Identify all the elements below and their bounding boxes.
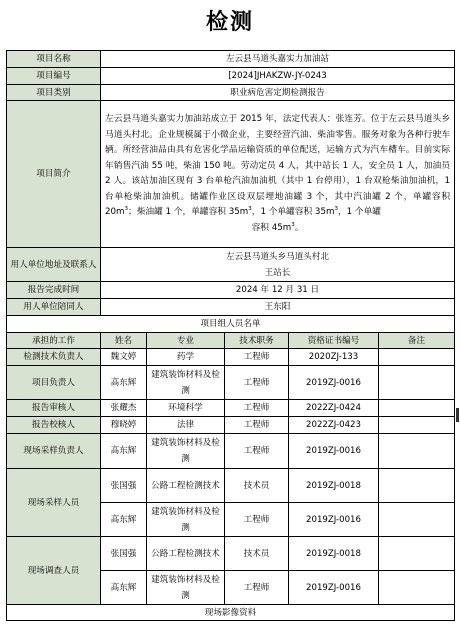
scroll-marker: [456, 408, 459, 422]
intro-sup: 3: [124, 206, 129, 212]
report-date-label: 报告完成时间: [7, 282, 101, 299]
team-cert: 2022ZJ-0424: [289, 400, 379, 417]
intro-text: ；柴油罐 1 个，单罐容积 35m: [128, 207, 249, 217]
team-header-cell: 姓名: [101, 333, 147, 349]
team-name: 魏文婷: [101, 349, 147, 366]
team-major: 建筑装饰材料及检测: [147, 503, 225, 537]
table-row: [7, 400, 455, 417]
team-header-cell: 技术职务: [225, 333, 289, 349]
team-name: 张耀杰: [101, 400, 147, 417]
team-header-cell: 承担的工作: [7, 333, 101, 349]
team-role: 报告校核人: [7, 417, 101, 434]
team-major: 药学: [147, 349, 225, 366]
escort-label: 用人单位陪同人: [7, 299, 101, 316]
team-cert: 2019ZJ-0018: [289, 537, 379, 571]
team-title: 工程师: [225, 400, 289, 417]
team-name: 张国强: [101, 469, 147, 503]
project-type-label: 项目类别: [7, 85, 101, 101]
table-row: [7, 366, 455, 400]
project-name-value: 左云县马道头嘉实力加油站: [101, 51, 455, 68]
team-title: 工程师: [225, 349, 289, 366]
intro-sup: 3: [334, 206, 338, 212]
team-name: 高东辉: [101, 366, 147, 400]
team-cert: 2019ZJ-0016: [289, 571, 379, 605]
intro-text: 左云县马道头嘉实力加油站成立于 2015 年，法定代表人：张连芳。位于左云县马道头乡马道头村北。企业规模属于小微企业，主要经营汽油、柴油零售。服务对象为各种行驶车辆。所经营油品由具有危害化学品运输资质的单位配送，运输方式为汽车槽车。目前实际年销售汽油 55 吨，柴油 150 吨。劳动定员 4 人，其中站长 1 人，安全员 1 人，加油员 2 人。该站加油区现有 3 台单枪汽油加油机（其中 1 台停用），1 台双枪柴油加油机，1 台单枪柴油加油机。储罐作业区设双层埋地油罐 3 个，其中汽油罐 2 个，单罐容积 20m: [105, 114, 451, 217]
team-major: 建筑装饰材料及检测: [147, 571, 225, 605]
table-row: [7, 469, 455, 503]
table-row: [7, 434, 455, 469]
team-major: 公路工程检测技术: [147, 469, 225, 503]
team-title: 技术员: [225, 537, 289, 571]
project-intro-label: 项目简介: [7, 101, 101, 248]
project-code-label: 项目编号: [7, 68, 101, 85]
team-cert: 2019ZJ-0016: [289, 503, 379, 537]
team-header-cell: 备注: [379, 333, 455, 349]
team-title: 工程师: [225, 503, 289, 537]
team-name: 穆晓婷: [101, 417, 147, 434]
team-note: [379, 417, 455, 434]
intro-text: ，1 个单罐: [337, 207, 381, 217]
team-cert: 2020ZJ-133: [289, 349, 379, 366]
team-major: 建筑装饰材料及检测: [147, 366, 225, 400]
escort-value: 王东阳: [101, 299, 455, 316]
address-value: [101, 248, 455, 282]
team-title: 工程师: [225, 571, 289, 605]
team-name: 高东辉: [101, 434, 147, 469]
team-cert: 2019ZJ-0016: [289, 366, 379, 400]
team-role: 检测技术负责人: [7, 349, 101, 366]
team-title: 工程师: [225, 417, 289, 434]
team-note: [379, 503, 455, 537]
team-title: 技术员: [225, 469, 289, 503]
team-note: [379, 400, 455, 417]
team-major: 公路工程检测技术: [147, 537, 225, 571]
project-intro-value: [101, 101, 455, 248]
team-name: 张国强: [101, 537, 147, 571]
team-header-cell: 专业: [147, 333, 225, 349]
team-major: 建筑装饰材料及检测: [147, 434, 225, 469]
table-row: [7, 537, 455, 571]
project-name-label: 项目名称: [7, 51, 101, 68]
address-text: 左云县马道头乡马道头村北: [225, 251, 330, 262]
team-cert: 2022ZJ-0423: [289, 417, 379, 434]
team-role: 现场采样负责人: [7, 434, 101, 469]
project-code-value: [2024]JHAKZW-JY-0243: [101, 68, 455, 85]
page-title: 检测: [205, 9, 254, 35]
team-header-cell: 资格证书编号: [289, 333, 379, 349]
team-note: [379, 349, 455, 366]
team-note: [379, 469, 455, 503]
report-date-value: 2024 年 12 月 31 日: [101, 282, 455, 299]
project-type-value: 职业病危害定期检测报告: [101, 85, 455, 101]
footer-section-title: 现场影像资料: [7, 605, 455, 621]
team-major: 法律: [147, 417, 225, 434]
team-section-title: 项目组人员名单: [7, 316, 455, 333]
team-role: 项目负责人: [7, 366, 101, 400]
team-role: 现场调查人员: [7, 537, 101, 605]
team-name: 高东辉: [101, 503, 147, 537]
team-name: 高东辉: [101, 571, 147, 605]
table-row: [7, 417, 455, 434]
team-note: [379, 537, 455, 571]
team-major: 环境科学: [147, 400, 225, 417]
intro-text: ，1 个单罐容积 35m: [251, 207, 335, 217]
team-note: [379, 366, 455, 400]
team-title: 工程师: [225, 366, 289, 400]
table-row: [7, 349, 455, 366]
address-label: 用人单位地址及联系人: [7, 248, 101, 282]
team-note: [379, 434, 455, 469]
contact-text: 王站长: [264, 267, 291, 278]
team-role: 现场采样人员: [7, 469, 101, 537]
intro-tail: 容积 $45m^3$。: [251, 221, 304, 233]
team-note: [379, 571, 455, 605]
team-title: 工程师: [225, 434, 289, 469]
team-cert: 2019ZJ-0018: [289, 469, 379, 503]
team-cert: 2019ZJ-0016: [289, 434, 379, 469]
project-info-table: [6, 50, 455, 621]
intro-sup: 3: [248, 206, 252, 212]
team-role: 报告审核人: [7, 400, 101, 417]
